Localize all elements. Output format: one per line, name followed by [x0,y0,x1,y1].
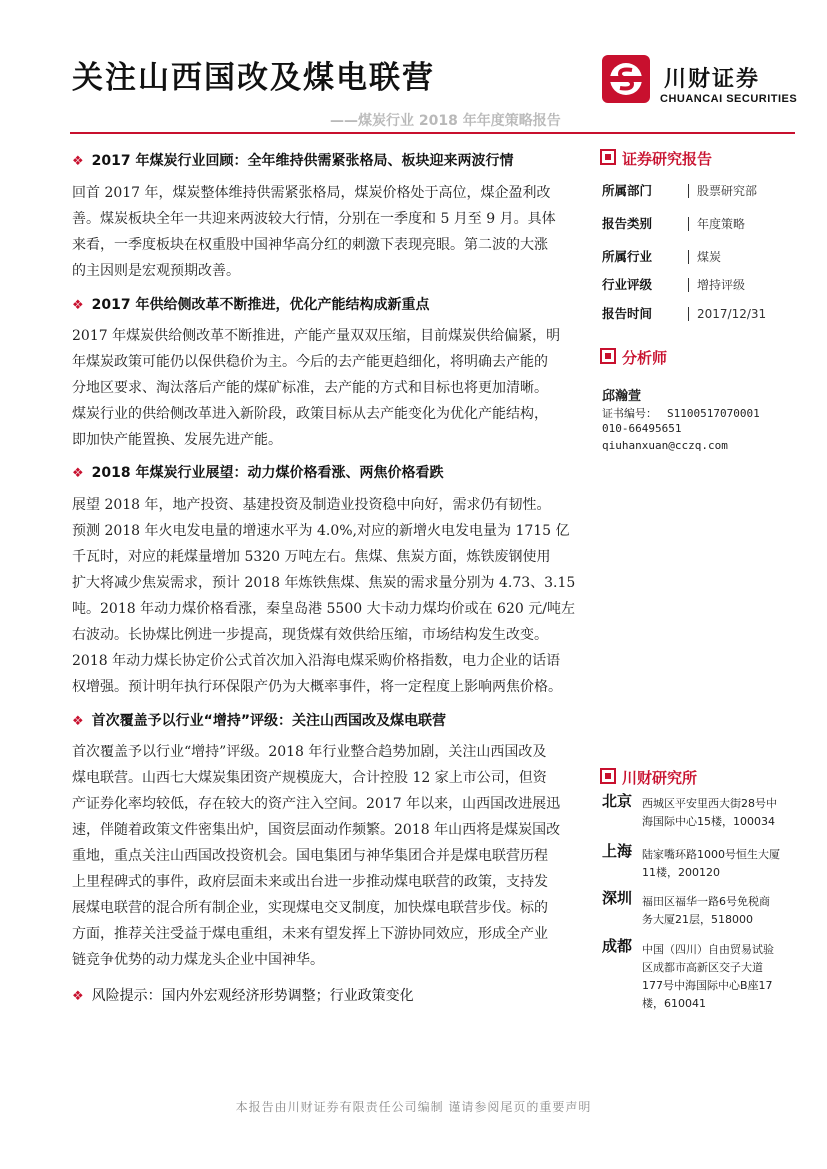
diamond-bullet-icon: ❖ [72,714,84,729]
info-row-rating: 行业评级 增持评级 [602,277,746,292]
diamond-bullet-icon: ❖ [72,298,84,313]
office-address-shenzhen: 福田区福华一路6号免税商 务大厦21层，518000 [642,895,770,926]
section-body-4: 首次覆盖予以行业“增持”评级。2018 年行业整合趋势加剧，关注山西国改及 煤电联营。山西七大煤炭集团资产规模庞大，合计控股 12 家上市公司，但资 产证券化率均较低，存在较大的资产注入空间。2017 年以来，山西国改进展迅 速，伴随着政策文件密集出炉，国资层面动作频繁。2018 年山西将是煤炭国改 重地，重点关注山西国改投资机会。国电集团与神华集团合并是煤电联营历程 上里程碑式的事件，政府层面未来或出台进一步推动煤电联营的政策，支持发 展煤电联营的混合所有制企业，实现煤电交叉制度，加快煤电联营步伐。标的 方面，推荐关注受益于煤电重组，未来有望发挥上下游协同效应，形成全产业 链竞争优势的动力煤龙头企业中国神华。 [72,744,561,968]
analyst-email[interactable]: qiuhanxuan@cczq.com [602,439,728,452]
risk-warning: ❖ 风险提示：国内外宏观经济形势调整；行业政策变化 [72,988,414,1004]
info-row-department: 所属部门 股票研究部 [602,183,758,198]
office-city-shanghai: 上海 [602,842,633,860]
sidebar-institute-heading: 川财研究所 [600,767,697,788]
info-row-industry: 所属行业 煤炭 [602,249,722,264]
report-subtitle: ——煤炭行业 2018 年年度策略报告 [330,113,561,129]
section-heading-1: ❖ 2017 年煤炭行业回顾：全年维持供需紧张格局、板块迎来两波行情 [72,153,514,169]
analyst-cert: 证书编号： S1100517070001 [602,407,760,420]
square-bullet-icon [600,149,616,165]
office-city-chengdu: 成都 [602,937,633,955]
report-title: 关注山西国改及煤电联营 [72,60,435,96]
brand-name-cn: 川财证券 [664,67,761,92]
office-city-beijing: 北京 [602,792,633,810]
section-body-3: 展望 2018 年，地产投资、基建投资及制造业投资稳中向好，需求仍有韧性。 预测 2018 年火电发电量的增速水平为 4.0%,对应的新增火电发电量为 1715 亿 千瓦时，对应的耗煤量增加 5320 万吨左右。焦煤、焦炭方面，炼铁废钢使用 扩大将减少焦炭需求，预计 2018 年炼铁焦煤、焦炭的需求量分别为 4.73、3.15 吨。2018 年动力煤价格看涨，秦皇岛港 5500 大卡动力煤均价或在 620 元/吨左 右波动。长协煤比例进一步提高，现货煤有效供给压缩，市场结构发生改变。 2018 年动力煤长协定价公式首次加入沿海电煤采购价格指数，电力企业的话语 权增强。预计明年执行环保限产仍为大概率事件，将一定程度上影响两焦价格。 [72,497,576,695]
sidebar-analyst-heading: 分析师 [600,347,667,368]
info-row-date: 报告时间 2017/12/31 [602,306,767,321]
diamond-bullet-icon: ❖ [72,154,84,169]
diamond-bullet-icon: ❖ [72,989,84,1004]
office-address-chengdu: 中国（四川）自由贸易试验 区成都市高新区交子大道 177号中海国际中心B座17 楼，610041 [642,943,774,1010]
analyst-name: 邱瀚萱 [602,389,642,404]
section-heading-4: ❖ 首次覆盖予以行业“增持”评级：关注山西国改及煤电联营 [72,713,447,729]
page-footer: 本报告由川财证券有限责任公司编制 谨请参阅尾页的重要声明 [235,1100,592,1114]
analyst-phone: 010-66495651 [602,422,682,435]
section-heading-3: ❖ 2018 年煤炭行业展望：动力煤价格看涨、两焦价格看跌 [72,465,444,481]
info-row-category: 报告类别 年度策略 [602,216,746,231]
chuancai-logo-icon [602,55,650,103]
square-bullet-icon [600,768,616,784]
title-divider [70,132,795,134]
square-bullet-icon [600,348,616,364]
section-body-1: 回首 2017 年，煤炭整体维持供需紧张格局，煤炭价格处于高位，煤企盈利改 善。煤炭板块全年一共迎来两波较大行情，分别在一季度和 5 月至 9 月。具体 来看，一季度板块在权重股中国神华高分红的刺激下表现亮眼。第二波的大涨 的主因则是宏观预期改善。 [72,185,556,279]
brand-name-en: CHUANCAI SECURITIES [660,93,798,105]
diamond-bullet-icon: ❖ [72,466,84,481]
office-city-shenzhen: 深圳 [602,889,633,907]
office-address-beijing: 西城区平安里西大街28号中 海国际中心15楼，100034 [642,797,777,828]
sidebar-report-heading: 证券研究报告 [600,148,712,169]
section-body-2: 2017 年煤炭供给侧改革不断推进，产能产量双双压缩，目前煤炭供给偏紧，明 年煤炭政策可能仍以保供稳价为主。今后的去产能更趋细化，将明确去产能的 分地区要求、淘汰落后产能的煤矿标准，去产能的方式和目标也将更加清晰。 煤炭行业的供给侧改革进入新阶段，政策目标从去产能变化为优化产能结构， 即加快产能置换、发展先进产能。 [72,328,561,448]
section-heading-2: ❖ 2017 年供给侧改革不断推进，优化产能结构成新重点 [72,297,430,313]
office-address-shanghai: 陆家嘴环路1000号恒生大厦 11楼，200120 [642,848,780,879]
